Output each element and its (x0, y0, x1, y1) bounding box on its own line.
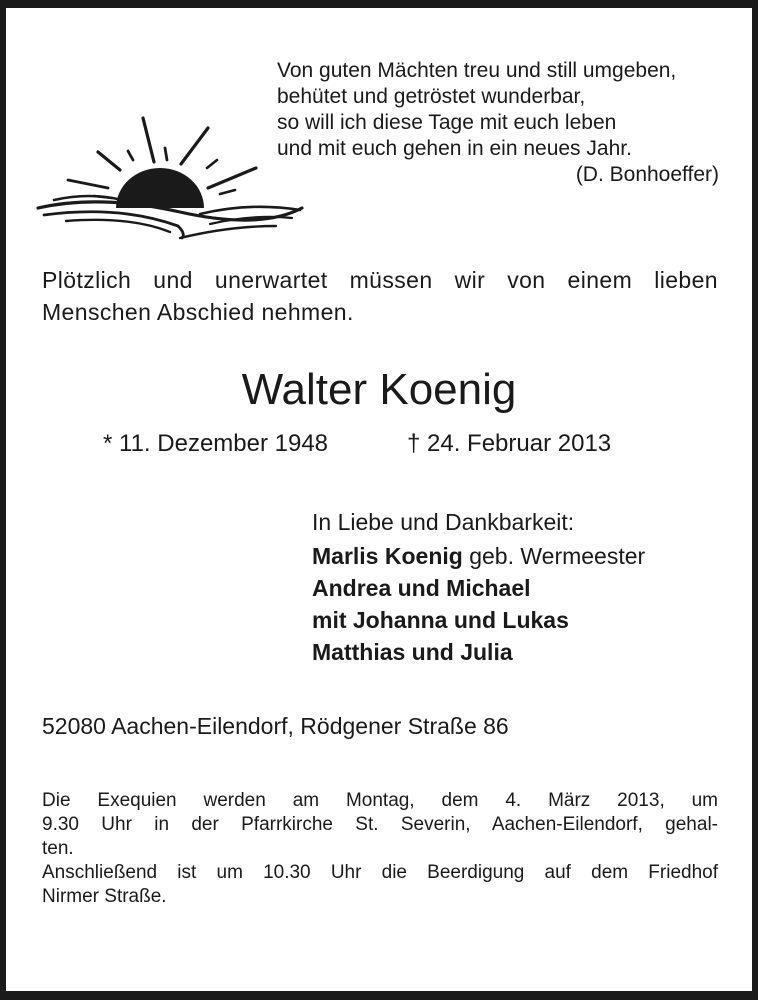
birth-date: * 11. Dezember 1948 (103, 430, 329, 457)
quote-author: (D. Bonhoeffer) (575, 163, 719, 186)
intro-line: Menschen Abschied nehmen. (42, 299, 354, 325)
bonhoeffer-quote (277, 58, 719, 188)
sunrise-icon (30, 108, 310, 243)
service-line: 9.30 Uhr in der Pfarrkirche St. Severin, Aachen-Eilendorf, gehal- (42, 814, 718, 835)
quote-line: Von guten Mächten treu und still umgeben, (277, 59, 677, 82)
funeral-service-info (42, 789, 718, 909)
quote-line: behütet und getröstet wunderbar, (277, 85, 586, 108)
mourning-address: 52080 Aachen-Eilendorf, Rödgener Straße 86 (42, 713, 509, 739)
family-member: Andrea und Michael (312, 575, 531, 601)
death-date: † 24. Februar 2013 (407, 430, 612, 457)
family-member: Matthias und Julia (312, 639, 513, 665)
service-line: ten. (42, 838, 74, 859)
service-line: Nirmer Straße. (42, 886, 167, 907)
family-member: mit Johanna und Lukas (312, 607, 569, 633)
service-line: Die Exequien werden am Montag, dem 4. März 2013, um (42, 790, 718, 811)
life-dates (103, 428, 612, 460)
family-signature (312, 506, 645, 668)
quote-line: und mit euch gehen in ein neues Jahr. (277, 137, 632, 160)
intro-text (42, 264, 718, 328)
maiden-name-note: geb. Wermeester (462, 543, 646, 569)
quote-line: so will ich diese Tage mit euch leben (277, 111, 617, 134)
family-member-name: Marlis Koenig (312, 543, 463, 569)
family-heading: In Liebe und Dankbarkeit: (312, 509, 575, 535)
intro-line: Plötzlich und unerwartet müssen wir von einem lieben (42, 267, 718, 293)
deceased-name: Walter Koenig (241, 365, 517, 414)
family-member (312, 540, 645, 572)
service-line: Anschließend ist um 10.30 Uhr die Beerdigung auf dem Friedhof (42, 862, 718, 883)
